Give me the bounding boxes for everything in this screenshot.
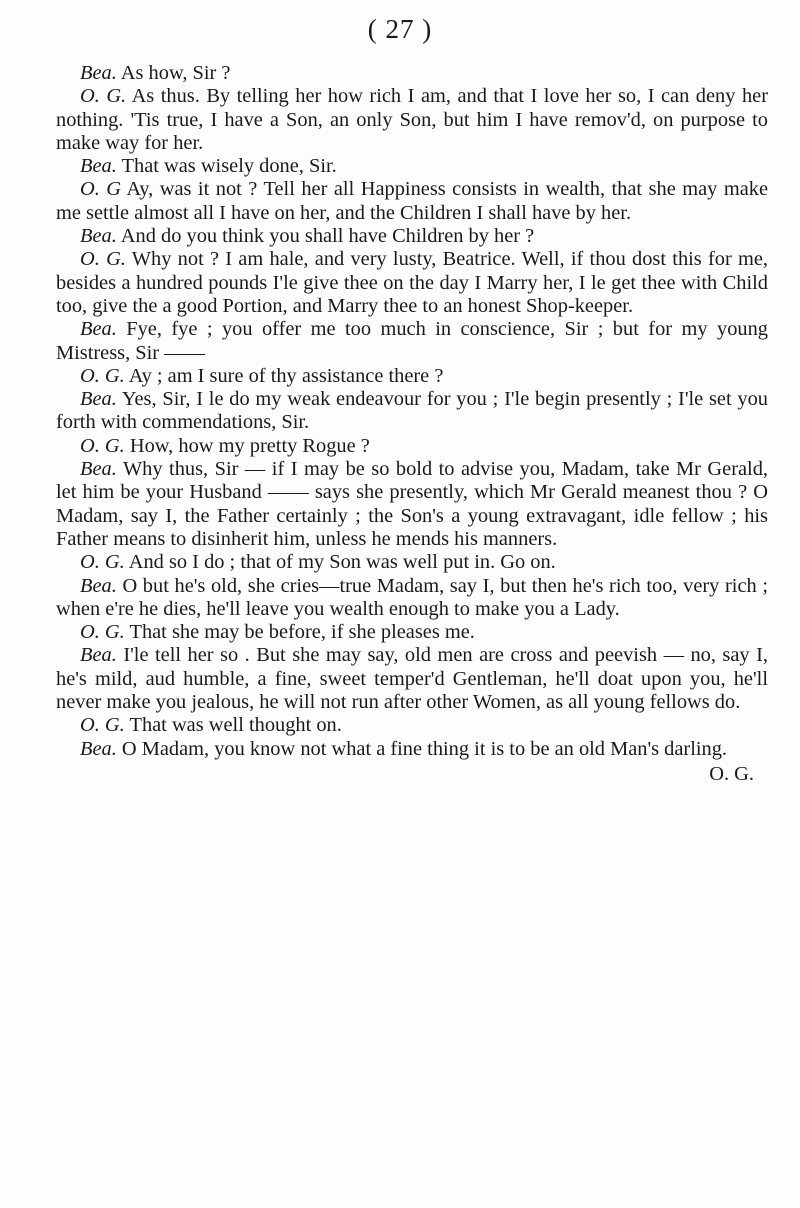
speaker-name: Bea. bbox=[80, 155, 117, 178]
speech-line bbox=[56, 621, 768, 644]
speech-text: And so I do ; that of my Son was well put in. Go on. bbox=[128, 551, 556, 574]
speech-line bbox=[56, 85, 768, 155]
speaker-name: O. G. bbox=[80, 434, 125, 457]
speech-text: That was wisely done, Sir. bbox=[121, 155, 337, 178]
speech-line bbox=[56, 248, 768, 318]
speech-text: As thus. By telling her how rich I am, and that I love her so, I can deny her nothing. 'Tis true, I have a Son, an only Son, but him I have remov'd, on purpose to make way for her. bbox=[56, 85, 768, 154]
speaker-name: O. G. bbox=[80, 248, 126, 271]
speech-text: I'le tell her so . But she may say, old men are cross and peevish — no, say I, he's mild, aud humble, a fine, sweet temper'd Gentleman, he'll doat upon you, he'll never make you jealous, he will not run after other Women, as all young fellows do. bbox=[56, 644, 768, 714]
speaker-name: Bea. bbox=[80, 318, 117, 341]
speech-line bbox=[56, 365, 768, 388]
speaker-name: Bea. bbox=[80, 458, 117, 481]
speech-text: How, how my pretty Rogue ? bbox=[129, 434, 370, 457]
speech-line bbox=[56, 178, 768, 225]
speaker-name: O. G. bbox=[80, 85, 127, 108]
speech-line bbox=[56, 435, 768, 458]
speech-line bbox=[56, 714, 768, 737]
speech-text: As how, Sir ? bbox=[120, 62, 231, 84]
speech-text: That she may be before, if she pleases me. bbox=[129, 621, 475, 644]
speaker-name: O. G. bbox=[80, 364, 125, 387]
speech-line bbox=[56, 458, 768, 551]
speech-text: That was well thought on. bbox=[129, 714, 342, 737]
speaker-name: Bea. bbox=[80, 737, 117, 760]
speaker-name: O. G bbox=[80, 178, 122, 201]
speech-line bbox=[56, 551, 768, 574]
speech-text: Yes, Sir, I le do my weak endeavour for you ; I'le begin presently ; I'le set you forth with commendations, Sir. bbox=[56, 388, 768, 434]
speech-text: Ay ; am I sure of thy assistance there ? bbox=[128, 364, 444, 387]
speech-text: O Madam, you know not what a fine thing it is to be an old Man's darling. bbox=[121, 737, 728, 760]
dialogue-text bbox=[56, 62, 768, 786]
speech-line bbox=[56, 644, 768, 714]
speaker-name: O. G. bbox=[80, 551, 125, 574]
speech-line bbox=[56, 388, 768, 435]
speech-text: And do you think you shall have Children by her ? bbox=[120, 225, 535, 248]
speech-text: Why not ? I am hale, and very lusty, Beatrice. Well, if thou dost this for me, besides a hundred pounds I'le give thee on the day I Marry her, I le get thee with Child too, give the a good Portion, and Marry thee to an honest Shop-keeper. bbox=[56, 248, 769, 317]
speaker-name: Bea. bbox=[80, 62, 117, 84]
speaker-name: O. G. bbox=[80, 621, 125, 644]
speech-line bbox=[56, 575, 768, 622]
speech-line bbox=[56, 738, 768, 761]
speech-text: Fye, fye ; you offer me too much in conscience, Sir ; but for my young Mistress, Sir —— bbox=[56, 318, 768, 364]
page-number: ( 27 ) bbox=[367, 14, 433, 44]
speaker-name: Bea. bbox=[80, 574, 117, 597]
speech-line bbox=[56, 225, 768, 248]
catchword: O. G. bbox=[709, 762, 754, 785]
speaker-name: Bea. bbox=[80, 644, 117, 667]
speech-line bbox=[56, 62, 768, 85]
speech-text: O but he's old, she cries—true Madam, say I, but then he's rich too, very rich ; when e're he dies, he'll leave you wealth enough to make you a Lady. bbox=[56, 574, 768, 620]
speech-text: Ay, was it not ? Tell her all Happiness consists in wealth, that she may make me settle almost all I have on her, and the Children I shall have by her. bbox=[56, 178, 769, 224]
speech-line bbox=[56, 318, 768, 365]
speaker-name: Bea. bbox=[80, 388, 117, 411]
speaker-name: O. G. bbox=[80, 714, 125, 737]
speaker-name: Bea. bbox=[80, 225, 117, 248]
speech-text: Why thus, Sir — if I may be so bold to advise you, Madam, take Mr Gerald, let him be your Husband —— says she presently, which Mr Gerald meanest thou ? O Madam, say I, the Father certainly ; the Son's a young extravagant, idle fellow ; his Father means to disinherit him, unless he mends his manners. bbox=[56, 458, 768, 550]
speech-line bbox=[56, 155, 768, 178]
